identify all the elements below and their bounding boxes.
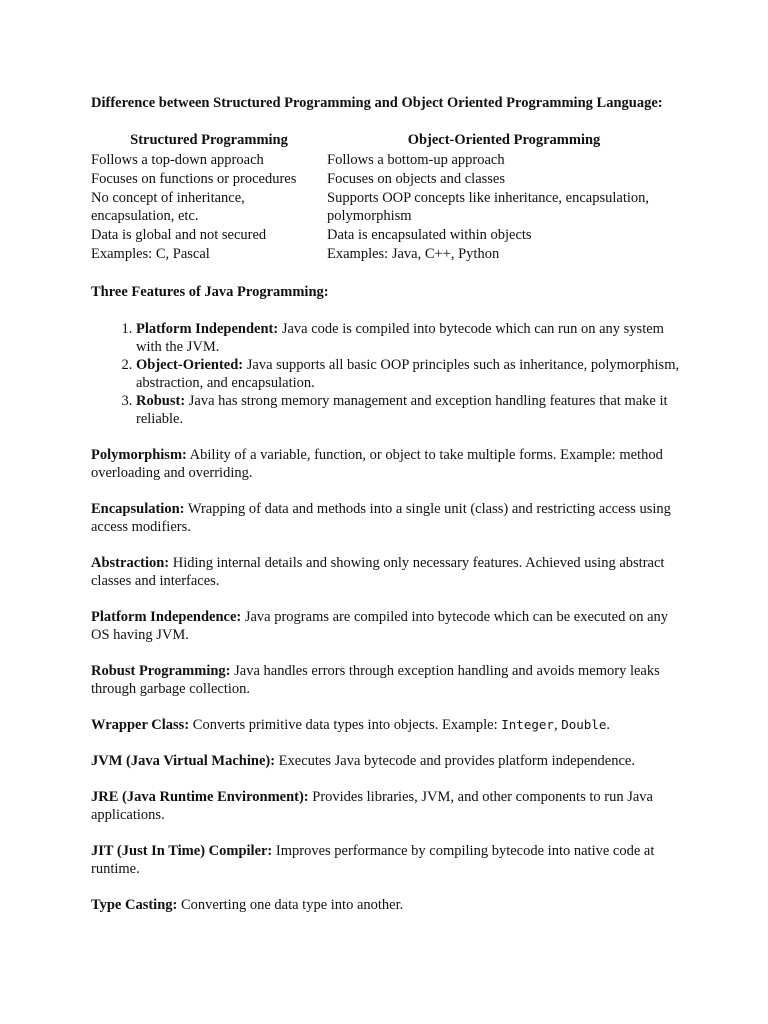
list-item bbox=[136, 392, 681, 428]
table-row bbox=[91, 170, 681, 189]
definition-text: Java handles errors through exception handling and avoids memory leaks through garbage collection. bbox=[91, 663, 660, 697]
definition-term: Abstraction: bbox=[91, 555, 170, 571]
table-cell: Focuses on objects and classes bbox=[327, 171, 505, 187]
comparison-table bbox=[91, 131, 681, 264]
code-double: Double bbox=[561, 717, 607, 732]
definition-type-casting bbox=[91, 896, 681, 914]
definition-term: Robust Programming: bbox=[91, 663, 231, 679]
definition-jre bbox=[91, 788, 681, 824]
table-cell: Follows a bottom-up approach bbox=[327, 152, 505, 168]
definition-text: Hiding internal details and showing only necessary features. Achieved using abstract classes and interfaces. bbox=[91, 555, 665, 589]
definition-encapsulation bbox=[91, 500, 681, 536]
definition-text: Executes Java bytecode and provides platform independence. bbox=[275, 753, 635, 769]
feature-term: Object-Oriented: bbox=[136, 357, 244, 373]
code-integer: Integer bbox=[501, 717, 554, 732]
code-separator: , bbox=[553, 717, 562, 733]
table-cell: Supports OOP concepts like inheritance, encapsulation, polymorphism bbox=[327, 190, 650, 224]
features-title: Three Features of Java Programming: bbox=[91, 284, 329, 300]
feature-text: Java has strong memory management and exception handling features that make it reliable. bbox=[136, 393, 668, 427]
definition-term: JIT (Just In Time) Compiler: bbox=[91, 843, 273, 859]
document-heading: Difference between Structured Programming and Object Oriented Programming Language: bbox=[91, 95, 663, 111]
definition-abstraction bbox=[91, 554, 681, 590]
features-list bbox=[91, 320, 681, 428]
feature-term: Platform Independent: bbox=[136, 321, 279, 337]
list-item bbox=[136, 320, 681, 356]
column-header-oop: Object-Oriented Programming bbox=[407, 132, 601, 148]
table-row bbox=[91, 226, 681, 245]
table-row bbox=[91, 245, 681, 264]
table-cell: Follows a top-down approach bbox=[91, 152, 264, 168]
table-row bbox=[91, 151, 681, 170]
definition-term: Polymorphism: bbox=[91, 447, 187, 463]
table-cell: Data is global and not secured bbox=[91, 227, 267, 243]
definition-text: Provides libraries, JVM, and other components to run Java applications. bbox=[91, 789, 653, 823]
definition-wrapper-class bbox=[91, 716, 681, 734]
definition-text: Improves performance by compiling bytecode into native code at runtime. bbox=[91, 843, 655, 877]
definition-term: JRE (Java Runtime Environment): bbox=[91, 789, 309, 805]
definition-term: Platform Independence: bbox=[91, 609, 242, 625]
definition-text: Converts primitive data types into objects. Example: bbox=[189, 717, 502, 733]
definition-text: Java programs are compiled into bytecode which can be executed on any OS having JVM. bbox=[91, 609, 668, 643]
definition-term: Wrapper Class: bbox=[91, 717, 190, 733]
table-cell: No concept of inheritance, encapsulation, etc. bbox=[91, 190, 245, 224]
feature-text: Java code is compiled into bytecode which can run on any system with the JVM. bbox=[136, 321, 664, 355]
definition-text: Converting one data type into another. bbox=[177, 897, 404, 913]
document-page bbox=[91, 94, 681, 914]
definition-text: Ability of a variable, function, or object to take multiple forms. Example: method overloading and overriding. bbox=[91, 447, 663, 481]
definition-term: Encapsulation: bbox=[91, 501, 185, 517]
definition-polymorphism bbox=[91, 446, 681, 482]
table-cell: Data is encapsulated within objects bbox=[327, 227, 532, 243]
table-row bbox=[91, 189, 681, 226]
feature-text: Java supports all basic OOP principles such as inheritance, polymorphism, abstraction, and encapsulation. bbox=[136, 357, 680, 391]
definition-jit bbox=[91, 842, 681, 878]
table-cell: Focuses on functions or procedures bbox=[91, 171, 297, 187]
column-header-structured: Structured Programming bbox=[130, 132, 288, 148]
sentence-end: . bbox=[606, 717, 610, 733]
definition-term: JVM (Java Virtual Machine): bbox=[91, 753, 276, 769]
table-cell: Examples: C, Pascal bbox=[91, 246, 210, 262]
definition-text: Wrapping of data and methods into a single unit (class) and restricting access using access modifiers. bbox=[91, 501, 671, 535]
table-header-row bbox=[91, 131, 681, 151]
list-item bbox=[136, 356, 681, 392]
table-cell: Examples: Java, C++, Python bbox=[327, 246, 500, 262]
definition-term: Type Casting: bbox=[91, 897, 178, 913]
definition-robust-programming bbox=[91, 662, 681, 698]
definition-platform-independence bbox=[91, 608, 681, 644]
definition-jvm bbox=[91, 752, 681, 770]
feature-term: Robust: bbox=[136, 393, 186, 409]
